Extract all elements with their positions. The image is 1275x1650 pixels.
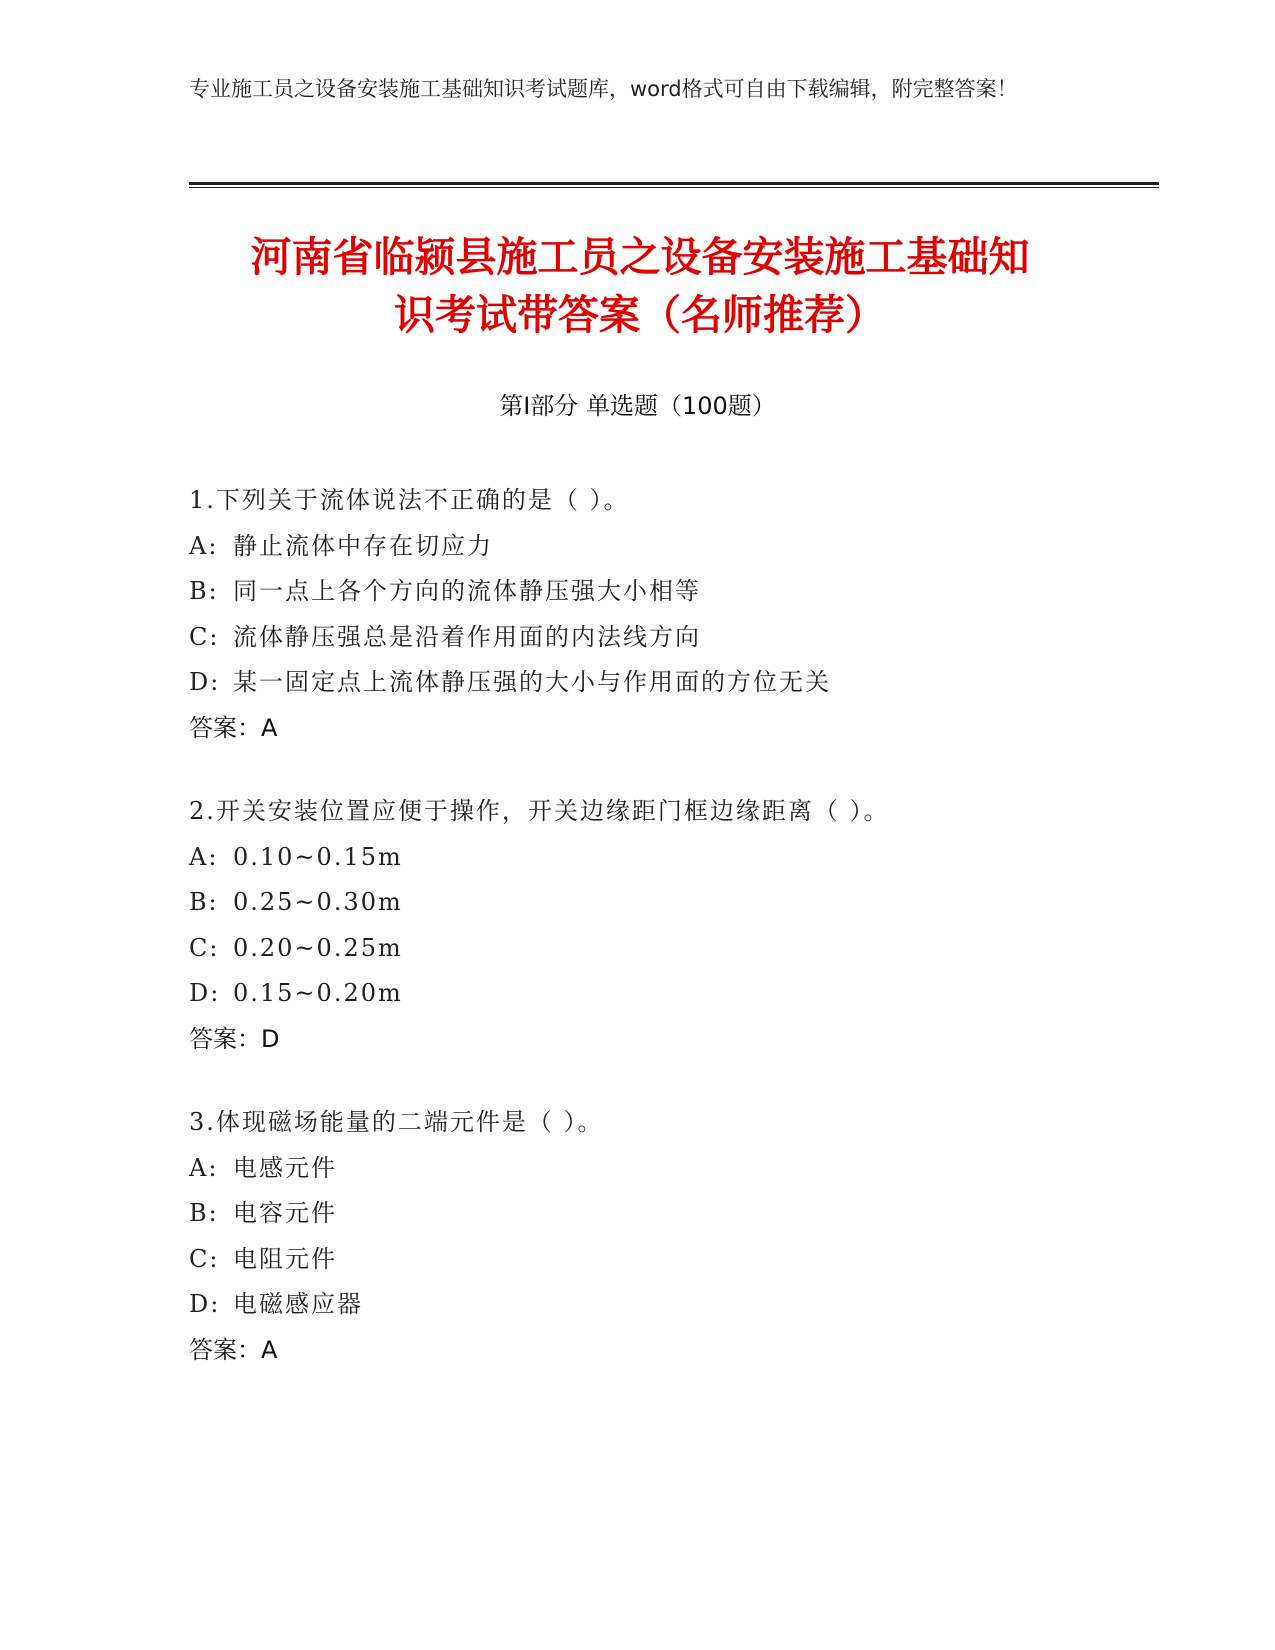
option-key: D: <box>189 979 221 1007</box>
option-b <box>189 569 1149 615</box>
option-b <box>189 880 1149 926</box>
answer: 答案：A <box>189 1335 278 1364</box>
question-2 <box>189 789 1149 1062</box>
option-key: D: <box>189 668 221 696</box>
option-text: 0.25~0.30m <box>233 888 403 916</box>
question-stem: 2.开关安装位置应便于操作，开关边缘距门框边缘距离（ ）。 <box>189 797 890 825</box>
header-divider-thin <box>189 187 1159 188</box>
answer: 答案：D <box>189 1024 280 1053</box>
option-c <box>189 1237 1149 1283</box>
header-divider-thick <box>189 182 1159 185</box>
document-title-line-1: 河南省临颍县施工员之设备安装施工基础知 <box>250 233 1030 281</box>
option-key: B: <box>189 1199 219 1227</box>
answer: 答案：A <box>189 713 278 742</box>
option-text: 静止流体中存在切应力 <box>233 531 493 560</box>
option-key: D: <box>189 1290 221 1318</box>
option-key: A: <box>189 531 219 560</box>
question-stem: 3.体现磁场能量的二端元件是（ ）。 <box>189 1108 604 1136</box>
option-text: 0.10~0.15m <box>233 842 403 871</box>
option-d <box>189 971 1149 1017</box>
option-a <box>189 1146 1149 1192</box>
option-text: 电阻元件 <box>233 1244 337 1273</box>
option-b <box>189 1191 1149 1237</box>
question-3 <box>189 1100 1149 1373</box>
option-a <box>189 835 1149 881</box>
option-key: B: <box>189 577 219 605</box>
option-d <box>189 660 1149 706</box>
question-stem: 1.下列关于流体说法不正确的是（ ）。 <box>189 486 630 514</box>
option-c <box>189 615 1149 661</box>
option-key: B: <box>189 888 219 916</box>
option-text: 电容元件 <box>233 1199 337 1227</box>
option-text: 电磁感应器 <box>233 1290 363 1318</box>
option-text: 电感元件 <box>233 1153 337 1182</box>
option-c <box>189 926 1149 972</box>
document-title <box>180 228 1100 344</box>
option-key: C: <box>189 622 220 651</box>
option-a <box>189 524 1149 570</box>
document-title-line-2: 识考试带答案（名师推荐） <box>394 291 886 339</box>
option-text: 某一固定点上流体静压强的大小与作用面的方位无关 <box>233 668 831 696</box>
option-text: 0.20~0.25m <box>233 933 403 962</box>
option-text: 流体静压强总是沿着作用面的内法线方向 <box>233 622 701 651</box>
option-text: 0.15~0.20m <box>233 979 403 1007</box>
option-key: A: <box>189 842 219 871</box>
option-d <box>189 1282 1149 1328</box>
question-1 <box>189 478 1149 751</box>
question-list <box>189 478 1149 1411</box>
header-note: 专业施工员之设备安装施工基础知识考试题库，word格式可自由下载编辑，附完整答案！ <box>189 77 1018 101</box>
option-key: C: <box>189 1244 220 1273</box>
option-key: C: <box>189 933 220 962</box>
section-title: 第Ⅰ部分 单选题（100题） <box>499 392 776 420</box>
option-text: 同一点上各个方向的流体静压强大小相等 <box>233 577 701 605</box>
option-key: A: <box>189 1153 219 1182</box>
